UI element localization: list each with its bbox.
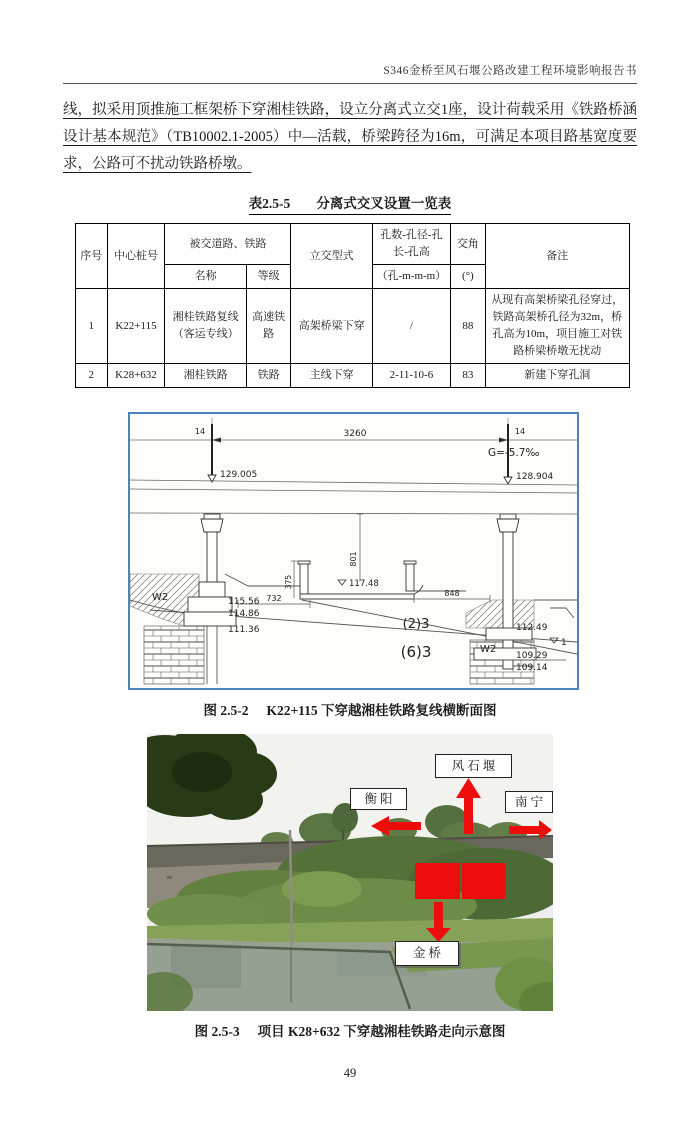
elev-left-3-label: 111.36	[228, 625, 260, 636]
cell-name: 湘桂铁路复线（客运专线）	[165, 289, 246, 364]
left-wall-edges	[207, 626, 217, 684]
direction-label-fengshiyan: 风石堰	[435, 754, 512, 778]
page-header-title: S346金桥至风石堰公路改建工程环境影响报告书	[63, 0, 637, 84]
diagram-caption-number: 图 2.5-2	[203, 703, 249, 719]
cross-section-drawing	[130, 414, 577, 688]
table-title-text: 分离式交叉设置一览表	[316, 196, 452, 211]
col-header-angle-unit: (°)	[451, 265, 486, 289]
cell-stake: K28+632	[107, 364, 165, 388]
col-header-crossed: 被交道路、铁路	[165, 224, 291, 265]
height-dimension-label: 801	[349, 551, 358, 568]
intro-paragraph: 线，拟采用顶推施工框架桥下穿湘桂铁路，设立分离式立交1座，设计荷载采用《铁路桥涵设计基本规范》（TB10002.1-2005）中—活载，桥梁跨径为16m，可满足本项目路基宽度要求，公路可不扰动铁路桥墩。	[63, 102, 637, 172]
w2-right-label: W2	[480, 644, 497, 656]
arrow-right-shaft	[509, 826, 540, 834]
channel-elevation-label: 117.48	[349, 579, 379, 590]
cell-grade: 高速铁路	[246, 289, 291, 364]
cell-remark: 从现有高架桥梁孔径穿过，铁路高架桥孔径为32m，桥孔高为10m，项目施工对铁路桥梁桥墩无扰动	[485, 289, 629, 364]
wall-dimension-label: 375	[284, 575, 293, 590]
cell-holes: /	[372, 289, 450, 364]
cell-type: 主线下穿	[291, 364, 372, 388]
cell-holes: 2-11-10-6	[372, 364, 450, 388]
arrow-left-shaft	[387, 822, 421, 830]
cell-stake: K22+115	[107, 289, 165, 364]
left-span-dimension-label: 732	[266, 594, 282, 604]
col-header-grade: 等级	[246, 265, 291, 289]
direction-label-hengyang: 衡阳	[350, 788, 407, 810]
arrow-down-shaft	[434, 902, 443, 930]
elev-right-partial-label: 1	[561, 638, 567, 649]
site-photo	[147, 734, 553, 1011]
col-header-name: 名称	[165, 265, 246, 289]
photo-caption-text: 项目 K28+632 下穿越湘桂铁路走向示意图	[257, 1024, 506, 1040]
col-header-type: 立交型式	[291, 224, 372, 289]
elev-right-1-label: 112.49	[516, 623, 548, 634]
gradient-label: G=-5.7‰	[488, 447, 540, 460]
track-label-2: (6)3	[400, 643, 432, 662]
offset-right-label: 14	[514, 427, 526, 437]
cell-angle: 83	[451, 364, 486, 388]
direction-label-nanning: 南宁	[505, 791, 553, 813]
col-header-holes: 孔数-孔径-孔长-孔高	[372, 224, 450, 265]
table-row	[76, 364, 630, 388]
diagram-caption-text: K22+115 下穿越湘桂铁路复线横断面图	[266, 703, 497, 719]
page-number: 49	[343, 1066, 357, 1081]
span-dimension-label: 3260	[343, 429, 367, 440]
offset-left-label: 14	[194, 427, 206, 437]
diagram-caption	[63, 699, 637, 719]
underpass-marker-right	[462, 863, 505, 899]
cross-section-diagram	[128, 412, 579, 690]
cell-type: 高架桥梁下穿	[291, 289, 372, 364]
direction-label-jinqiao: 金桥	[395, 941, 459, 966]
w2-left-label: W2	[152, 592, 169, 604]
arrow-up-shaft	[464, 796, 473, 834]
elev-right-2-label: 109.29	[516, 651, 548, 662]
cell-name: 湘桂铁路	[165, 364, 246, 388]
track-label-1: (2)3	[402, 617, 430, 633]
table-title	[63, 192, 637, 215]
left-masonry-wall	[144, 626, 204, 684]
cell-angle: 88	[451, 289, 486, 364]
col-header-remark: 备注	[485, 224, 629, 289]
elev-right-top-label: 128.904	[516, 472, 554, 483]
col-header-angle: 交角	[451, 224, 486, 265]
table-row	[76, 289, 630, 364]
col-header-holes-unit: （孔-m-m-m）	[372, 265, 450, 289]
photo-caption	[63, 1020, 637, 1040]
col-header-seq: 序号	[76, 224, 108, 289]
elev-left-top-label: 129.005	[220, 470, 258, 481]
crossings-table	[75, 223, 630, 388]
right-span-dimension-label: 848	[444, 589, 460, 599]
cell-seq: 1	[76, 289, 108, 364]
cell-remark: 新建下穿孔洞	[485, 364, 629, 388]
elev-left-2-label: 114.86	[228, 609, 260, 620]
underpass-marker-left	[415, 863, 460, 899]
cell-grade: 铁路	[246, 364, 291, 388]
elev-left-1-label: 115.56	[228, 597, 260, 608]
table-number: 表2.5-5	[248, 196, 291, 211]
photo-caption-number: 图 2.5-3	[194, 1024, 240, 1040]
col-header-stake: 中心桩号	[107, 224, 165, 289]
cell-seq: 2	[76, 364, 108, 388]
elev-right-3-label: 109.14	[516, 663, 548, 674]
